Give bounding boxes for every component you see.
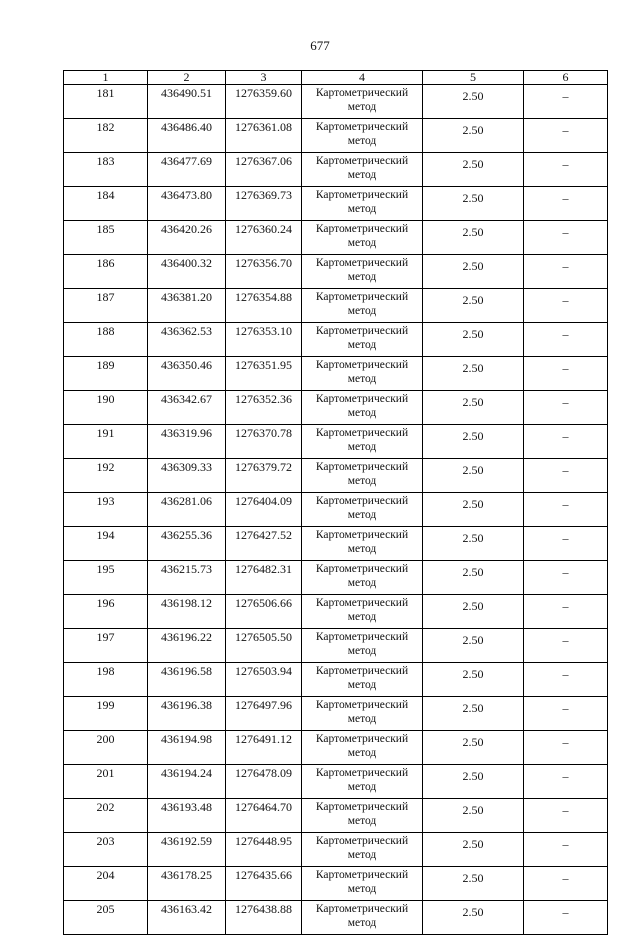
error-cell: 2.50 xyxy=(423,901,524,935)
point-number-cell: 182 xyxy=(64,119,148,153)
x-coordinate-cell: 436196.38 xyxy=(148,697,226,731)
y-coordinate-cell: 1276404.09 xyxy=(226,493,302,527)
x-coordinate-cell: 436194.24 xyxy=(148,765,226,799)
method-cell xyxy=(302,255,423,289)
point-number-cell: 191 xyxy=(64,425,148,459)
method-cell xyxy=(302,187,423,221)
coordinates-table xyxy=(63,70,608,935)
method-line-2: метод xyxy=(347,577,377,589)
x-coordinate-cell: 436178.25 xyxy=(148,867,226,901)
x-coordinate-cell: 436400.32 xyxy=(148,255,226,289)
y-coordinate-cell: 1276478.09 xyxy=(226,765,302,799)
x-coordinate-cell: 436420.26 xyxy=(148,221,226,255)
x-coordinate-cell: 436198.12 xyxy=(148,595,226,629)
point-number-cell: 201 xyxy=(64,765,148,799)
error-cell: 2.50 xyxy=(423,731,524,765)
x-coordinate-cell: 436473.80 xyxy=(148,187,226,221)
y-coordinate-cell: 1276379.72 xyxy=(226,459,302,493)
point-number-cell: 202 xyxy=(64,799,148,833)
error-cell: 2.50 xyxy=(423,357,524,391)
method-line-1: Картометрический xyxy=(315,291,409,303)
method-cell xyxy=(302,119,423,153)
method-line-2: метод xyxy=(347,883,377,895)
y-coordinate-cell: 1276503.94 xyxy=(226,663,302,697)
table-row xyxy=(64,833,608,867)
note-cell: – xyxy=(524,901,608,935)
method-cell xyxy=(302,595,423,629)
note-cell: – xyxy=(524,85,608,119)
method-line-1: Картометрический xyxy=(315,631,409,643)
y-coordinate-cell: 1276367.06 xyxy=(226,153,302,187)
method-line-1: Картометрический xyxy=(315,529,409,541)
point-number-cell: 192 xyxy=(64,459,148,493)
method-line-1: Картометрический xyxy=(315,495,409,507)
method-cell xyxy=(302,765,423,799)
method-line-1: Картометрический xyxy=(315,869,409,881)
note-cell: – xyxy=(524,255,608,289)
method-cell xyxy=(302,799,423,833)
method-cell xyxy=(302,391,423,425)
table-row xyxy=(64,527,608,561)
table-row xyxy=(64,595,608,629)
method-line-1: Картометрический xyxy=(315,325,409,337)
x-coordinate-cell: 436319.96 xyxy=(148,425,226,459)
x-coordinate-cell: 436350.46 xyxy=(148,357,226,391)
method-line-2: метод xyxy=(347,373,377,385)
note-cell: – xyxy=(524,391,608,425)
y-coordinate-cell: 1276370.78 xyxy=(226,425,302,459)
error-cell: 2.50 xyxy=(423,765,524,799)
method-cell xyxy=(302,731,423,765)
method-line-2: метод xyxy=(347,339,377,351)
table-row xyxy=(64,153,608,187)
table-row xyxy=(64,391,608,425)
table-row xyxy=(64,459,608,493)
error-cell: 2.50 xyxy=(423,255,524,289)
method-cell xyxy=(302,459,423,493)
note-cell: – xyxy=(524,493,608,527)
y-coordinate-cell: 1276506.66 xyxy=(226,595,302,629)
method-line-2: метод xyxy=(347,713,377,725)
method-cell xyxy=(302,527,423,561)
method-line-2: метод xyxy=(347,101,377,113)
point-number-cell: 185 xyxy=(64,221,148,255)
method-line-1: Картометрический xyxy=(315,733,409,745)
note-cell: – xyxy=(524,731,608,765)
error-cell: 2.50 xyxy=(423,187,524,221)
x-coordinate-cell: 436255.36 xyxy=(148,527,226,561)
method-line-2: метод xyxy=(347,849,377,861)
method-line-1: Картометрический xyxy=(315,903,409,915)
note-cell: – xyxy=(524,833,608,867)
table-row xyxy=(64,765,608,799)
note-cell: – xyxy=(524,799,608,833)
method-line-1: Картометрический xyxy=(315,359,409,371)
page-number: 677 xyxy=(310,38,330,53)
note-cell: – xyxy=(524,697,608,731)
x-coordinate-cell: 436362.53 xyxy=(148,323,226,357)
point-number-cell: 183 xyxy=(64,153,148,187)
x-coordinate-cell: 436196.58 xyxy=(148,663,226,697)
y-coordinate-cell: 1276505.50 xyxy=(226,629,302,663)
y-coordinate-cell: 1276448.95 xyxy=(226,833,302,867)
point-number-cell: 195 xyxy=(64,561,148,595)
point-number-cell: 186 xyxy=(64,255,148,289)
table-row xyxy=(64,731,608,765)
method-line-1: Картометрический xyxy=(315,393,409,405)
method-line-2: метод xyxy=(347,305,377,317)
y-coordinate-cell: 1276359.60 xyxy=(226,85,302,119)
table-row xyxy=(64,493,608,527)
x-coordinate-cell: 436192.59 xyxy=(148,833,226,867)
table-body xyxy=(64,85,608,935)
table-row xyxy=(64,799,608,833)
method-cell xyxy=(302,629,423,663)
error-cell: 2.50 xyxy=(423,493,524,527)
method-line-1: Картометрический xyxy=(315,767,409,779)
point-number-cell: 193 xyxy=(64,493,148,527)
y-coordinate-cell: 1276435.66 xyxy=(226,867,302,901)
note-cell: – xyxy=(524,561,608,595)
point-number-cell: 203 xyxy=(64,833,148,867)
method-line-1: Картометрический xyxy=(315,223,409,235)
method-cell xyxy=(302,663,423,697)
method-line-2: метод xyxy=(347,917,377,929)
note-cell: – xyxy=(524,459,608,493)
method-line-2: метод xyxy=(347,781,377,793)
error-cell: 2.50 xyxy=(423,153,524,187)
y-coordinate-cell: 1276497.96 xyxy=(226,697,302,731)
method-line-2: метод xyxy=(347,679,377,691)
y-coordinate-cell: 1276352.36 xyxy=(226,391,302,425)
column-header: 2 xyxy=(148,71,226,85)
y-coordinate-cell: 1276427.52 xyxy=(226,527,302,561)
column-header: 6 xyxy=(524,71,608,85)
y-coordinate-cell: 1276369.73 xyxy=(226,187,302,221)
point-number-cell: 194 xyxy=(64,527,148,561)
method-cell xyxy=(302,833,423,867)
y-coordinate-cell: 1276356.70 xyxy=(226,255,302,289)
x-coordinate-cell: 436196.22 xyxy=(148,629,226,663)
table-row xyxy=(64,697,608,731)
method-cell xyxy=(302,493,423,527)
point-number-cell: 196 xyxy=(64,595,148,629)
point-number-cell: 184 xyxy=(64,187,148,221)
note-cell: – xyxy=(524,867,608,901)
method-line-1: Картометрический xyxy=(315,699,409,711)
method-line-1: Картометрический xyxy=(315,257,409,269)
note-cell: – xyxy=(524,187,608,221)
table-row xyxy=(64,221,608,255)
error-cell: 2.50 xyxy=(423,561,524,595)
point-number-cell: 188 xyxy=(64,323,148,357)
method-line-1: Картометрический xyxy=(315,189,409,201)
method-cell xyxy=(302,357,423,391)
method-cell xyxy=(302,85,423,119)
method-line-2: метод xyxy=(347,169,377,181)
method-cell xyxy=(302,323,423,357)
method-line-1: Картометрический xyxy=(315,665,409,677)
x-coordinate-cell: 436490.51 xyxy=(148,85,226,119)
point-number-cell: 189 xyxy=(64,357,148,391)
x-coordinate-cell: 436215.73 xyxy=(148,561,226,595)
method-line-1: Картометрический xyxy=(315,563,409,575)
method-line-2: метод xyxy=(347,203,377,215)
method-cell xyxy=(302,867,423,901)
method-cell xyxy=(302,425,423,459)
point-number-cell: 200 xyxy=(64,731,148,765)
table-row xyxy=(64,561,608,595)
error-cell: 2.50 xyxy=(423,867,524,901)
error-cell: 2.50 xyxy=(423,799,524,833)
note-cell: – xyxy=(524,425,608,459)
y-coordinate-cell: 1276354.88 xyxy=(226,289,302,323)
table-row xyxy=(64,289,608,323)
method-line-2: метод xyxy=(347,611,377,623)
table-row xyxy=(64,323,608,357)
table-row xyxy=(64,85,608,119)
error-cell: 2.50 xyxy=(423,833,524,867)
note-cell: – xyxy=(524,357,608,391)
error-cell: 2.50 xyxy=(423,391,524,425)
method-cell xyxy=(302,289,423,323)
error-cell: 2.50 xyxy=(423,595,524,629)
error-cell: 2.50 xyxy=(423,697,524,731)
point-number-cell: 197 xyxy=(64,629,148,663)
y-coordinate-cell: 1276361.08 xyxy=(226,119,302,153)
note-cell: – xyxy=(524,153,608,187)
note-cell: – xyxy=(524,663,608,697)
note-cell: – xyxy=(524,323,608,357)
point-number-cell: 205 xyxy=(64,901,148,935)
note-cell: – xyxy=(524,221,608,255)
point-number-cell: 204 xyxy=(64,867,148,901)
column-header: 3 xyxy=(226,71,302,85)
method-line-2: метод xyxy=(347,747,377,759)
error-cell: 2.50 xyxy=(423,221,524,255)
note-cell: – xyxy=(524,629,608,663)
method-line-1: Картометрический xyxy=(315,121,409,133)
table-row xyxy=(64,425,608,459)
method-line-2: метод xyxy=(347,475,377,487)
y-coordinate-cell: 1276491.12 xyxy=(226,731,302,765)
x-coordinate-cell: 436342.67 xyxy=(148,391,226,425)
error-cell: 2.50 xyxy=(423,459,524,493)
point-number-cell: 199 xyxy=(64,697,148,731)
error-cell: 2.50 xyxy=(423,629,524,663)
point-number-cell: 187 xyxy=(64,289,148,323)
y-coordinate-cell: 1276482.31 xyxy=(226,561,302,595)
method-line-2: метод xyxy=(347,441,377,453)
column-header: 1 xyxy=(64,71,148,85)
method-line-2: метод xyxy=(347,407,377,419)
error-cell: 2.50 xyxy=(423,663,524,697)
column-header: 5 xyxy=(423,71,524,85)
error-cell: 2.50 xyxy=(423,85,524,119)
x-coordinate-cell: 436309.33 xyxy=(148,459,226,493)
y-coordinate-cell: 1276438.88 xyxy=(226,901,302,935)
table-row xyxy=(64,187,608,221)
x-coordinate-cell: 436477.69 xyxy=(148,153,226,187)
method-line-2: метод xyxy=(347,543,377,555)
table-header-row xyxy=(64,71,608,85)
method-line-2: метод xyxy=(347,271,377,283)
method-line-1: Картометрический xyxy=(315,835,409,847)
point-number-cell: 190 xyxy=(64,391,148,425)
method-line-1: Картометрический xyxy=(315,801,409,813)
method-cell xyxy=(302,901,423,935)
method-line-2: метод xyxy=(347,645,377,657)
x-coordinate-cell: 436193.48 xyxy=(148,799,226,833)
table-row xyxy=(64,901,608,935)
note-cell: – xyxy=(524,119,608,153)
column-header: 4 xyxy=(302,71,423,85)
y-coordinate-cell: 1276464.70 xyxy=(226,799,302,833)
error-cell: 2.50 xyxy=(423,323,524,357)
y-coordinate-cell: 1276360.24 xyxy=(226,221,302,255)
error-cell: 2.50 xyxy=(423,425,524,459)
method-line-1: Картометрический xyxy=(315,597,409,609)
x-coordinate-cell: 436194.98 xyxy=(148,731,226,765)
method-line-1: Картометрический xyxy=(315,87,409,99)
method-line-2: метод xyxy=(347,135,377,147)
x-coordinate-cell: 436486.40 xyxy=(148,119,226,153)
y-coordinate-cell: 1276353.10 xyxy=(226,323,302,357)
table-row xyxy=(64,357,608,391)
note-cell: – xyxy=(524,765,608,799)
method-cell xyxy=(302,153,423,187)
y-coordinate-cell: 1276351.95 xyxy=(226,357,302,391)
table-row xyxy=(64,119,608,153)
table-row xyxy=(64,255,608,289)
method-line-2: метод xyxy=(347,509,377,521)
method-line-1: Картометрический xyxy=(315,461,409,473)
x-coordinate-cell: 436381.20 xyxy=(148,289,226,323)
method-cell xyxy=(302,221,423,255)
method-line-1: Картометрический xyxy=(315,155,409,167)
table-row xyxy=(64,867,608,901)
error-cell: 2.50 xyxy=(423,289,524,323)
point-number-cell: 181 xyxy=(64,85,148,119)
method-line-1: Картометрический xyxy=(315,427,409,439)
method-line-2: метод xyxy=(347,815,377,827)
error-cell: 2.50 xyxy=(423,527,524,561)
method-cell xyxy=(302,561,423,595)
x-coordinate-cell: 436163.42 xyxy=(148,901,226,935)
method-cell xyxy=(302,697,423,731)
table-row xyxy=(64,663,608,697)
note-cell: – xyxy=(524,527,608,561)
method-line-2: метод xyxy=(347,237,377,249)
table-row xyxy=(64,629,608,663)
x-coordinate-cell: 436281.06 xyxy=(148,493,226,527)
note-cell: – xyxy=(524,595,608,629)
note-cell: – xyxy=(524,289,608,323)
error-cell: 2.50 xyxy=(423,119,524,153)
point-number-cell: 198 xyxy=(64,663,148,697)
